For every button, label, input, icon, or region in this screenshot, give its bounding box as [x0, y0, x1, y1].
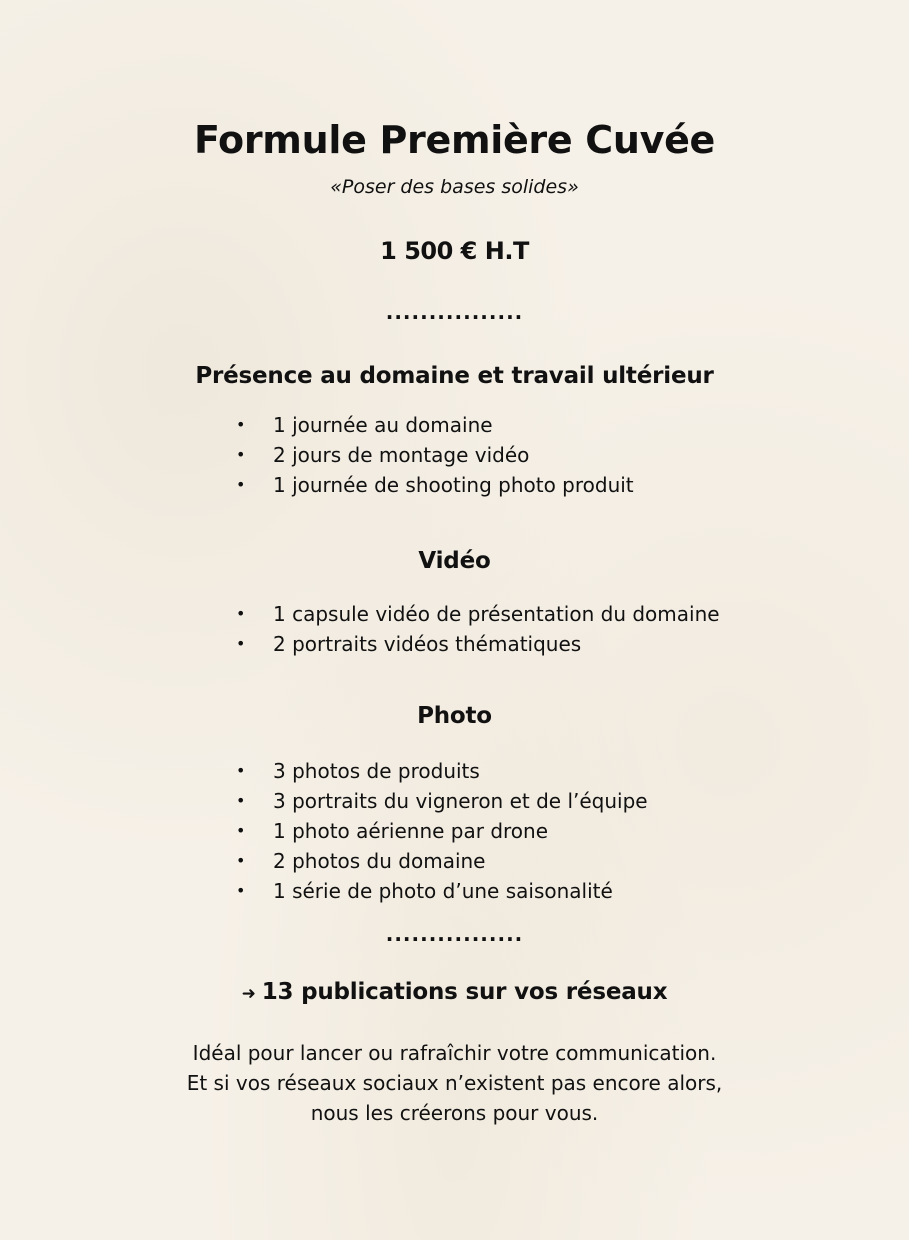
separator-bottom: ................	[385, 922, 524, 946]
separator-top: ................	[385, 300, 524, 324]
list-item	[236, 876, 648, 906]
list-video	[236, 599, 720, 659]
list-item	[236, 470, 634, 500]
list-item-text: 2 portraits vidéos thématiques	[273, 632, 582, 656]
bullet-icon: •	[236, 851, 246, 870]
bullet-icon: •	[236, 634, 246, 653]
list-item-text: 3 portraits du vigneron et de l’équipe	[273, 789, 648, 813]
bullet-icon: •	[236, 445, 246, 464]
list-item	[236, 629, 720, 659]
bullet-icon: •	[236, 821, 246, 840]
section-title-presence: Présence au domaine et travail ultérieur	[195, 363, 714, 389]
list-item-text: 1 capsule vidéo de présentation du domaine	[273, 602, 720, 626]
closing-line-1: Idéal pour lancer ou rafraîchir votre communication.	[192, 1041, 717, 1065]
page-subtitle: «Poser des bases solides»	[330, 176, 579, 198]
list-item	[236, 816, 648, 846]
bullet-icon: •	[236, 475, 246, 494]
closing-line-3: nous les créerons pour vous.	[310, 1101, 599, 1125]
price: 1 500 € H.T	[380, 237, 529, 265]
publications-summary	[0, 976, 909, 1010]
list-item	[236, 786, 648, 816]
closing-line-2: Et si vos réseaux sociaux n’existent pas encore alors,	[186, 1071, 723, 1095]
list-item	[236, 756, 648, 786]
section-title-photo: Photo	[417, 703, 492, 729]
bullet-icon: •	[236, 604, 246, 623]
bullet-icon: •	[236, 761, 246, 780]
list-photo	[236, 756, 648, 906]
list-item-text: 1 journée au domaine	[273, 413, 493, 437]
bullet-icon: •	[236, 791, 246, 810]
list-item-text: 1 série de photo d’une saisonalité	[273, 879, 613, 903]
bullet-icon: •	[236, 881, 246, 900]
list-item-text: 1 photo aérienne par drone	[273, 819, 549, 843]
section-title-video: Vidéo	[418, 548, 491, 574]
bullet-icon: •	[236, 415, 246, 434]
closing-paragraph	[0, 1038, 909, 1128]
list-item	[236, 410, 634, 440]
page-title: Formule Première Cuvée	[193, 118, 716, 162]
list-item-text: 1 journée de shooting photo produit	[273, 473, 634, 497]
list-item-text: 2 photos du domaine	[273, 849, 486, 873]
list-item-text: 2 jours de montage vidéo	[273, 443, 530, 467]
list-item	[236, 440, 634, 470]
arrow-right-icon: ➜	[241, 984, 256, 1004]
list-item-text: 3 photos de produits	[273, 759, 480, 783]
list-item	[236, 599, 720, 629]
publications-text: 13 publications sur vos réseaux	[261, 979, 668, 1005]
list-presence	[236, 410, 634, 500]
list-item	[236, 846, 648, 876]
